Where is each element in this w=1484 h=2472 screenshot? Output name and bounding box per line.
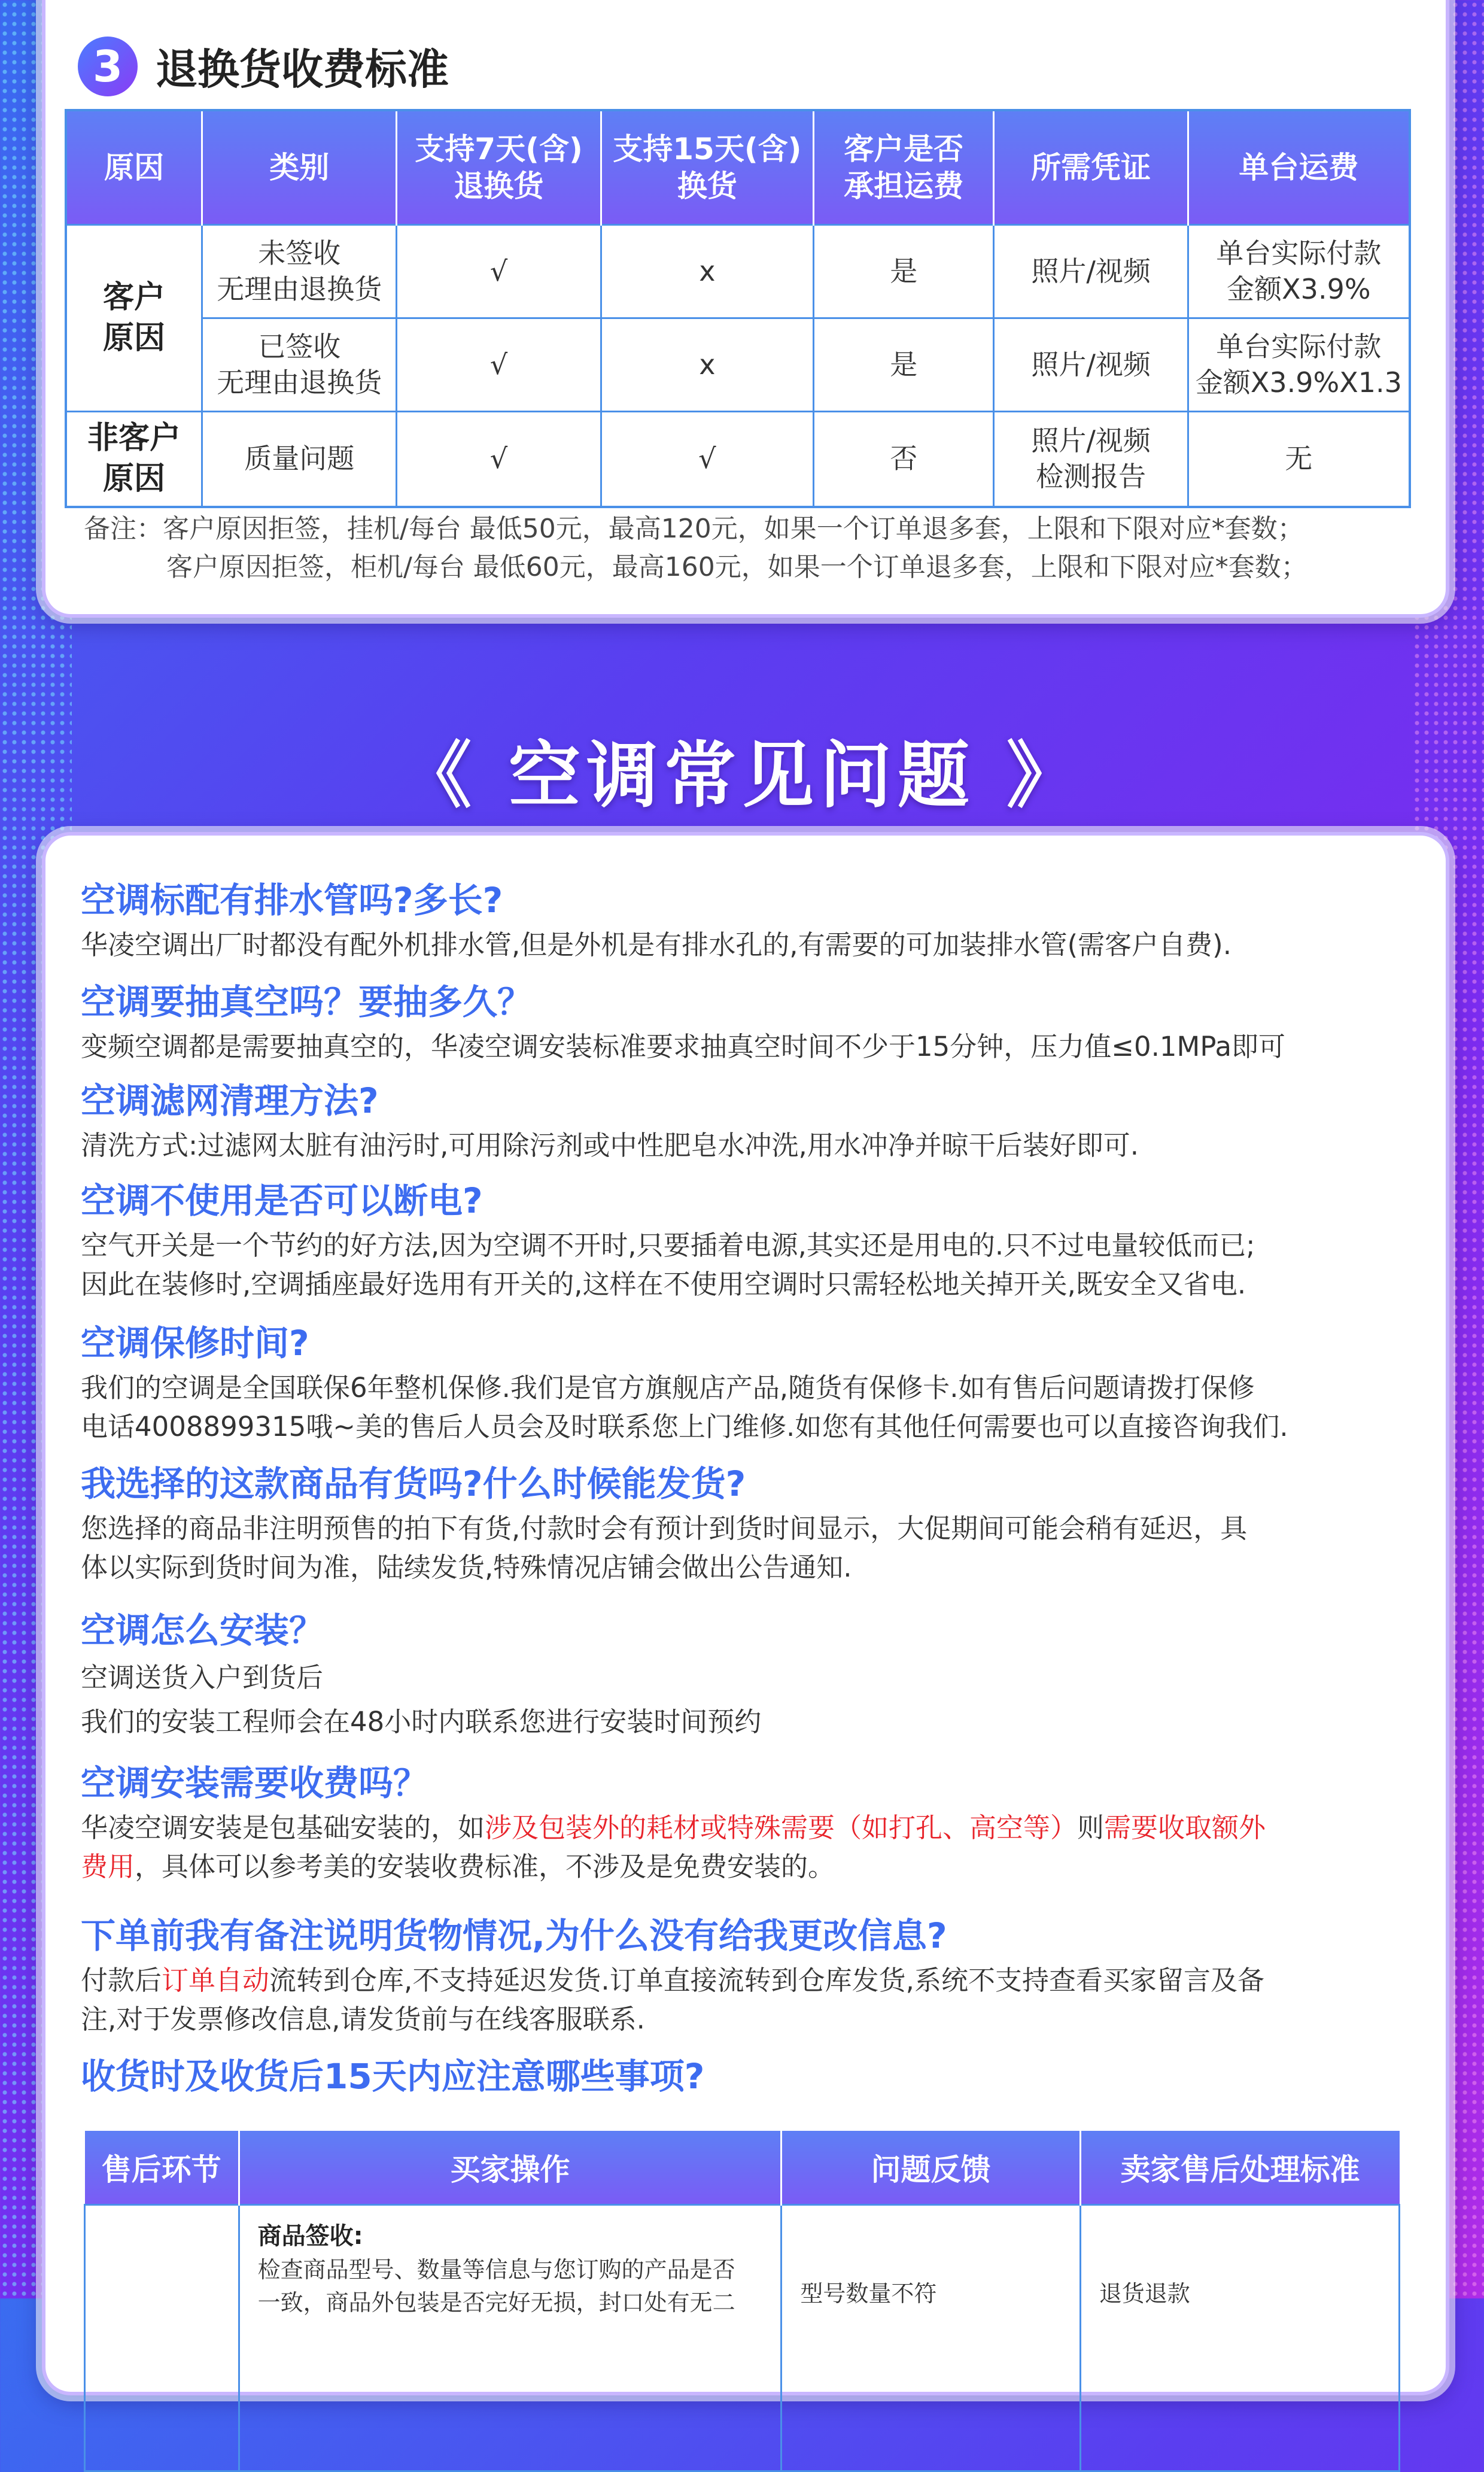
header-cell: 类别 [202,110,397,225]
header-cell: 所需凭证 [994,110,1188,225]
highlight-text: 订单自动 [162,1964,270,1996]
feedback-cell: 型号数量不符 [781,2205,1080,2471]
faq-item [81,880,1409,964]
faq-item [81,1763,1409,1886]
proof-cell: 照片/视频 [994,225,1188,318]
highlight-text: 涉及包装外的耗材或特殊需要（如打孔、高空等） [485,1811,1078,1844]
after-sales-table [84,2131,1400,2472]
standard-cell: 退货退款 [1080,2205,1399,2471]
faq-answer: 清洗方式:过滤网太脏有油污时,可用除污剂或中性肥皂水冲洗,用水冲净并晾干后装好即可. [81,1129,1139,1161]
header-cell: 原因 [66,110,202,225]
action-text: 检查商品型号、数量等信息与您订购的产品是否 一致，商品外包装是否完好无损，封口处有无二 [257,2257,735,2316]
note-line: 客户原因拒签，柜机/每台 最低60元，最高160元，如果一个订单退多套，上限和下限对应*套数； [166,551,1307,582]
category-cell: 已签收 无理由退换货 [202,318,397,412]
faq-answer: 空调送货入户到货后 我们的安装工程师会在48小时内联系您进行安装时间预约 [81,1661,762,1738]
faq-question: 空调要抽真空吗？要抽多久？ [81,982,533,1022]
faq-question: 空调怎么安装？ [81,1610,324,1651]
check-cell: √ [601,412,813,508]
table-header-row [85,2131,1400,2205]
action-title: 商品签收: [257,2222,363,2250]
table-row [66,225,1410,318]
check-cell: √ [397,225,601,318]
faq-question: 空调滤网清理方法? [81,1080,379,1121]
header-cell: 售后环节 [85,2131,239,2205]
fee-cell: 是 [814,225,994,318]
faq-answer: 付款后订单自动流转到仓库,不支持延迟发货.订单直接流转到仓库发货,系统不支持查看买家留言及备 注,对于发票修改信息,请发货前与在线客服联系. [81,1964,1264,2035]
faq-question: 空调保修时间? [81,1323,309,1363]
faq-item [81,982,1409,1066]
section-header [78,36,449,96]
cross-cell: x [601,318,813,412]
reason-cell: 非客户 原因 [66,412,202,508]
table-row [66,318,1410,412]
freight-cell: 单台实际付款 金额X3.9% [1188,225,1410,318]
proof-cell: 照片/视频 [994,318,1188,412]
action-cell [239,2205,781,2471]
return-fee-table [65,109,1411,508]
proof-cell: 照片/视频 检测报告 [994,412,1188,508]
note-line: 备注：客户原因拒签，挂机/每台 最低50元，最高120元，如果一个订单退多套，上限和下限对应*套数； [84,514,1304,544]
cross-cell: x [601,225,813,318]
fee-cell: 是 [814,318,994,412]
fee-cell: 否 [814,412,994,508]
faq-question: 空调不使用是否可以断电? [81,1180,483,1221]
section-title: 退换货收费标准 [156,45,449,94]
faq-question: 收货时及收货后15天内应注意哪些事项? [81,2056,705,2097]
faq-question: 下单前我有备注说明货物情况,为什么没有给我更改信息? [81,1915,947,1956]
freight-cell: 单台实际付款 金额X3.9%X1.3 [1188,318,1410,412]
header-cell: 买家操作 [239,2131,781,2205]
highlight-text: 需要收取额外 费用 [81,1811,1266,1882]
faq-answer: 我们的空调是全国联保6年整机保修.我们是官方旗舰店产品,随货有保修卡.如有售后问题请拨打保修 电话4008899315哦~美的售后人员会及时联系您上门维修.如您有其他任何需要也可以直接咨询我们. [81,1371,1288,1442]
faq-item [81,1323,1409,1446]
faq-item [81,1915,1409,2039]
freight-cell: 无 [1188,412,1410,508]
check-cell: √ [397,318,601,412]
header-cell: 支持15天(含) 换货 [601,110,813,225]
faq-item [81,1180,1409,1304]
section-number-badge: 3 [78,37,138,96]
stage-cell [85,2205,239,2471]
header-cell: 客户是否 承担运费 [814,110,994,225]
check-cell: √ [397,412,601,508]
faq-item [81,1610,1409,1744]
faq-question: 我选择的这款商品有货吗?什么时候能发货? [81,1463,746,1504]
header-cell: 支持7天(含) 退换货 [397,110,601,225]
fee-note [84,510,1307,587]
table-header-row [66,110,1410,225]
faq-answer: 空气开关是一个节约的好方法,因为空调不开时,只要插着电源,其实还是用电的.只不过电量较低而已; 因此在装修时,空调插座最好选用有开关的,这样在不使用空调时只需轻松地关掉开关,既安全又省电. [81,1229,1255,1300]
header-cell: 问题反馈 [781,2131,1080,2205]
table-row [66,412,1410,508]
faq-answer: 变频空调都是需要抽真空的，华凌空调安装标准要求抽真空时间不少于15分钟，压力值≤0.1MPa即可 [81,1030,1286,1062]
header-cell: 卖家售后处理标准 [1080,2131,1399,2205]
faq-title: 《 空调常见问题 》 [400,734,1084,818]
category-cell: 未签收 无理由退换货 [202,225,397,318]
faq-item [81,2056,1409,2098]
reason-cell: 客户 原因 [66,225,202,412]
faq-item [81,1463,1409,1587]
table-row [85,2205,1400,2471]
category-cell: 质量问题 [202,412,397,508]
header-cell: 单台运费 [1188,110,1410,225]
faq-question: 空调标配有排水管吗?多长? [81,880,503,921]
faq-item [81,1080,1409,1165]
faq-answer: 您选择的商品非注明预售的拍下有货,付款时会有预计到货时间显示，大促期间可能会稍有延迟，具 体以实际到货时间为准，陆续发货,特殊情况店铺会做出公告通知. [81,1512,1248,1583]
faq-answer: 华凌空调安装是包基础安装的，如涉及包装外的耗材或特殊需要（如打孔、高空等）则需要收取额外 费用，具体可以参考美的安装收费标准，不涉及是免费安装的。 [81,1811,1266,1882]
faq-answer: 华凌空调出厂时都没有配外机排水管,但是外机是有排水孔的,有需要的可加装排水管(需客户自费). [81,928,1232,961]
faq-question: 空调安装需要收费吗？ [81,1763,428,1803]
